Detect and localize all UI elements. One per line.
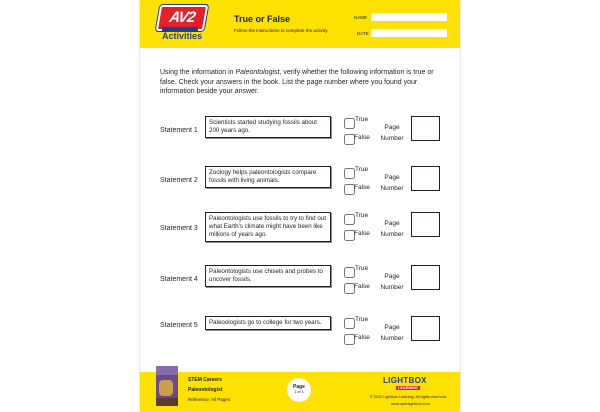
statement-row <box>140 212 460 252</box>
statement-text: Paleontologists use chisels and probes to uncover fossils. <box>205 265 331 287</box>
page-number-label: Page Number <box>380 220 404 238</box>
true-label: True <box>355 212 369 219</box>
true-label: True <box>355 265 369 272</box>
true-checkbox[interactable] <box>344 318 355 329</box>
book-cover-image <box>156 366 178 406</box>
logo-activities-label: Activities <box>161 31 203 41</box>
copyright-text: © 2020 Lightbox Learning. All rights reserved. <box>370 395 447 399</box>
true-checkbox[interactable] <box>344 168 355 179</box>
publisher-url: www.openlightbox.com <box>391 402 430 406</box>
page-number-label: Page Number <box>380 174 404 192</box>
name-label: NAME <box>354 15 368 20</box>
statement-row <box>140 316 460 356</box>
statement-row <box>140 116 460 156</box>
av2-logo <box>152 4 212 44</box>
logo-text: AV2 <box>168 9 197 26</box>
false-label: False <box>354 184 370 191</box>
false-label: False <box>354 334 370 341</box>
false-label: False <box>354 134 370 141</box>
intro-text-start: Using the information in <box>160 69 236 76</box>
true-checkbox[interactable] <box>344 267 355 278</box>
lightbox-logo-tag: LEARNING <box>398 386 418 390</box>
statement-label: Statement 5 <box>160 322 198 329</box>
true-checkbox[interactable] <box>344 118 355 129</box>
true-checkbox[interactable] <box>344 214 355 225</box>
page-number-field[interactable] <box>411 265 440 290</box>
worksheet-footer <box>140 372 460 412</box>
date-label: DATE <box>357 31 369 36</box>
worksheet-instructions: Follow the instructions to complete the activity. <box>234 28 329 33</box>
false-label: False <box>354 283 370 290</box>
statement-text: Paleoologists go to college for two years. <box>205 316 331 330</box>
date-field[interactable] <box>371 29 447 37</box>
name-field[interactable] <box>371 13 447 21</box>
lightbox-logo: LIGHTBOX <box>383 376 427 385</box>
false-label: False <box>354 230 370 237</box>
page-number-field[interactable] <box>411 316 440 341</box>
statement-label: Statement 4 <box>160 276 198 283</box>
worksheet-page <box>140 0 460 412</box>
statement-text: Zoology helps paleontologists compare fossils with living animals. <box>205 166 331 188</box>
intro-book-title: Paleontologist <box>235 69 280 76</box>
true-label: True <box>355 316 369 323</box>
statement-text: Paleontologists use fossils to try to find out what Earth's climate might have been like millions of years ago. <box>205 212 331 242</box>
statement-label: Statement 1 <box>160 127 198 134</box>
page-number-label: Page Number <box>380 324 404 342</box>
intro-paragraph <box>160 68 445 97</box>
true-label: True <box>355 166 369 173</box>
page-number-field[interactable] <box>411 116 440 141</box>
page-badge-label: Page <box>293 384 305 390</box>
reference-text: Reference: All Pages <box>188 397 231 402</box>
series-title: STEM Careers <box>188 377 222 383</box>
true-label: True <box>355 116 369 123</box>
statement-row <box>140 265 460 305</box>
page-number-label: Page Number <box>380 124 404 142</box>
page-number-label: Page Number <box>380 273 404 291</box>
intro-text-end: , verify whether the following information is true or false. Check your answers in the book. List the page number where you found your information beside your answer. <box>160 69 434 95</box>
statement-row <box>140 166 460 206</box>
worksheet-title: True or False <box>234 14 291 24</box>
statement-label: Statement 3 <box>160 225 198 232</box>
statement-label: Statement 2 <box>160 177 198 184</box>
page-badge-count: 1 of 1 <box>294 390 304 394</box>
statement-text: Scientists started studying fossils about 200 years ago. <box>205 116 331 138</box>
worksheet-header <box>140 0 460 48</box>
page-badge <box>287 378 311 402</box>
page-number-field[interactable] <box>411 166 440 191</box>
page-number-field[interactable] <box>411 212 440 237</box>
book-title: Paleontologist <box>188 387 223 393</box>
